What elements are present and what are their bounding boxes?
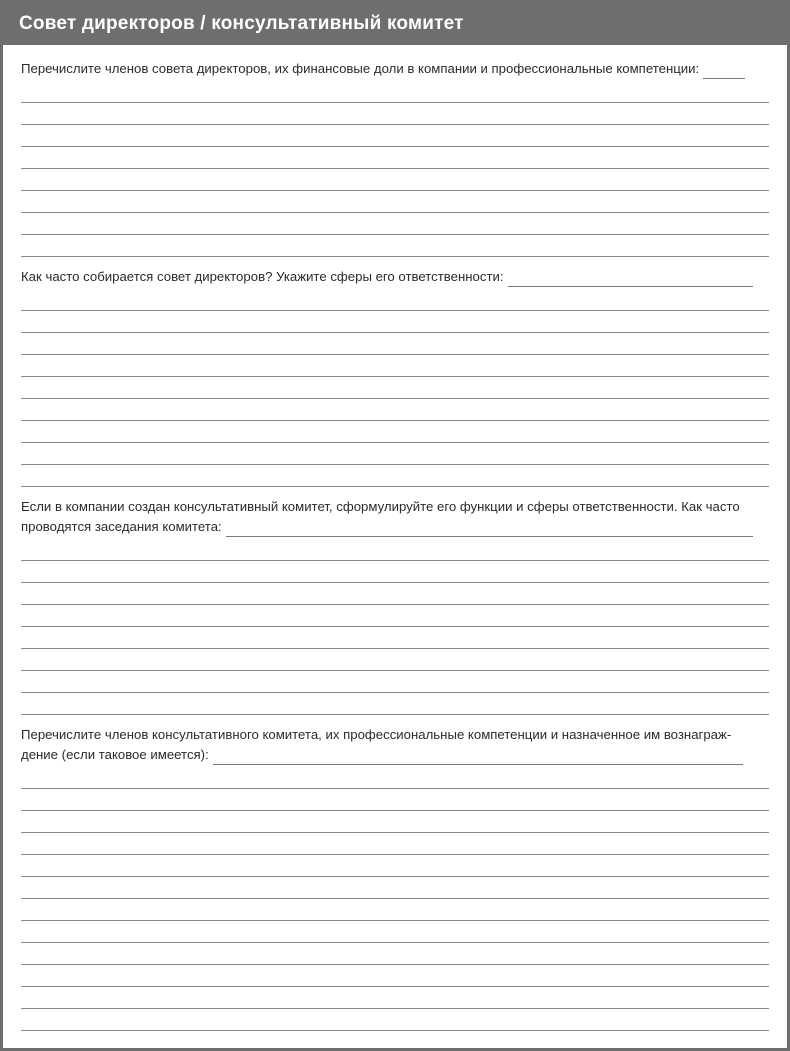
answer-line[interactable] xyxy=(21,443,769,465)
answer-line[interactable] xyxy=(21,235,769,257)
question-label-line1: Если в компании создан консультативный комитет, сформулируйте его функции и сферы ответственности. Как часто xyxy=(21,499,740,514)
question-block-board-members xyxy=(21,59,769,257)
answer-line[interactable] xyxy=(21,767,769,789)
answer-lines[interactable] xyxy=(21,767,769,1031)
question-label-line2: дение (если таковое имеется): xyxy=(21,747,209,762)
answer-line[interactable] xyxy=(21,289,769,311)
answer-line[interactable] xyxy=(21,899,769,921)
answer-line[interactable] xyxy=(21,539,769,561)
question-block-board-frequency xyxy=(21,267,769,487)
answer-field-inline[interactable] xyxy=(226,522,753,537)
answer-line[interactable] xyxy=(21,213,769,235)
answer-line[interactable] xyxy=(21,421,769,443)
answer-lines[interactable] xyxy=(21,539,769,715)
answer-line[interactable] xyxy=(21,399,769,421)
answer-line[interactable] xyxy=(21,987,769,1009)
question-label: Как часто собирается совет директоров? Укажите сферы его ответственности: xyxy=(21,269,504,284)
question-block-advisory-committee-functions xyxy=(21,497,769,715)
answer-line[interactable] xyxy=(21,191,769,213)
answer-line[interactable] xyxy=(21,333,769,355)
question-prompt xyxy=(21,725,769,765)
answer-line[interactable] xyxy=(21,605,769,627)
answer-line[interactable] xyxy=(21,147,769,169)
answer-line[interactable] xyxy=(21,811,769,833)
answer-line[interactable] xyxy=(21,693,769,715)
page-title: Совет директоров / консультативный комитет xyxy=(19,13,464,34)
answer-line[interactable] xyxy=(21,583,769,605)
answer-line[interactable] xyxy=(21,671,769,693)
answer-line[interactable] xyxy=(21,103,769,125)
question-label-line1: Перечислите членов консультативного комитета, их профессиональные компетенции и назначенное им вознаграж- xyxy=(21,727,732,742)
answer-lines[interactable] xyxy=(21,81,769,257)
answer-lines[interactable] xyxy=(21,289,769,487)
form-body xyxy=(3,45,787,1031)
answer-line[interactable] xyxy=(21,1009,769,1031)
question-prompt xyxy=(21,267,769,287)
answer-line[interactable] xyxy=(21,855,769,877)
answer-line[interactable] xyxy=(21,833,769,855)
question-block-advisory-committee-members xyxy=(21,725,769,1031)
question-prompt xyxy=(21,59,769,79)
answer-line[interactable] xyxy=(21,649,769,671)
answer-line[interactable] xyxy=(21,921,769,943)
answer-line[interactable] xyxy=(21,125,769,147)
answer-line[interactable] xyxy=(21,355,769,377)
answer-line[interactable] xyxy=(21,627,769,649)
answer-field-inline[interactable] xyxy=(213,750,743,765)
question-prompt xyxy=(21,497,769,537)
answer-line[interactable] xyxy=(21,943,769,965)
answer-field-inline[interactable] xyxy=(703,64,745,79)
answer-line[interactable] xyxy=(21,789,769,811)
answer-line[interactable] xyxy=(21,561,769,583)
answer-line[interactable] xyxy=(21,965,769,987)
answer-line[interactable] xyxy=(21,169,769,191)
answer-line[interactable] xyxy=(21,311,769,333)
answer-line[interactable] xyxy=(21,465,769,487)
question-label: Перечислите членов совета директоров, их финансовые доли в компании и профессиональные компетенции: xyxy=(21,61,700,76)
answer-line[interactable] xyxy=(21,377,769,399)
answer-field-inline[interactable] xyxy=(508,272,753,287)
answer-line[interactable] xyxy=(21,877,769,899)
answer-line[interactable] xyxy=(21,81,769,103)
section-header xyxy=(3,3,787,45)
question-label-line2: проводятся заседания комитета: xyxy=(21,519,222,534)
